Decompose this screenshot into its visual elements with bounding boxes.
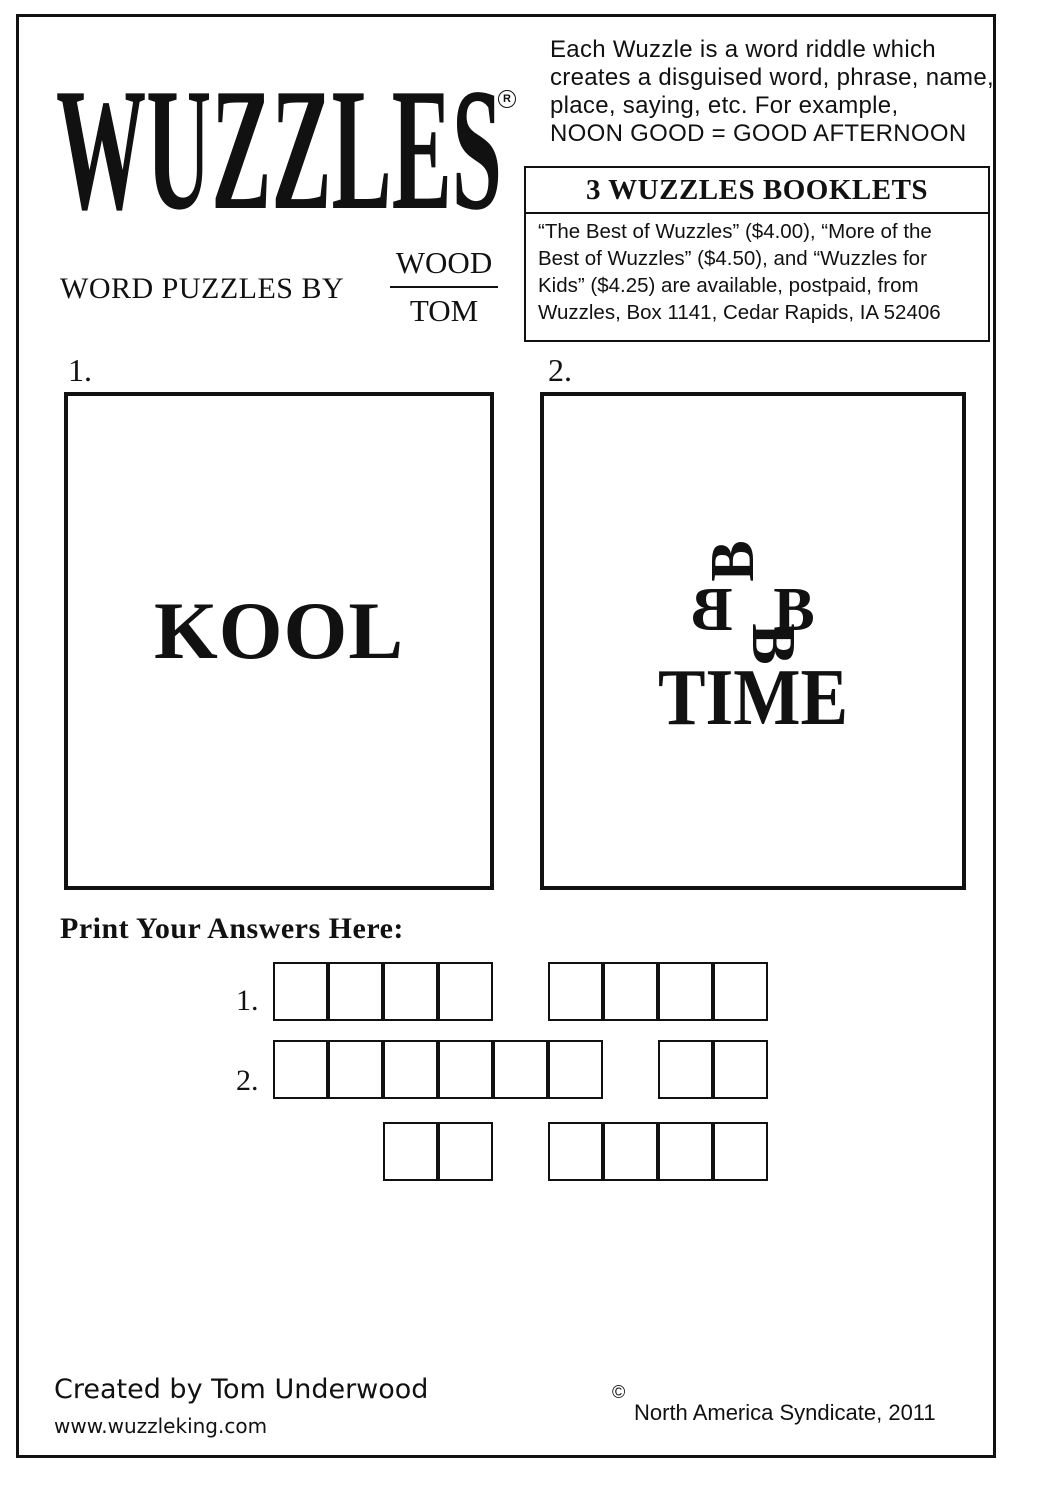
booklets-line: “The Best of Wuzzles” ($4.00), “More of the: [538, 220, 932, 243]
fraction-bar: [390, 286, 498, 288]
answer-2-cell[interactable]: [603, 1122, 658, 1181]
puzzle-2-letter-bottom: B: [739, 623, 807, 665]
credit-text: Created by Tom Underwood: [54, 1374, 429, 1405]
puzzle-2-number: 2.: [548, 352, 572, 388]
fraction-denominator: TOM: [409, 293, 479, 328]
booklets-line: Wuzzles, Box 1141, Cedar Rapids, IA 52406: [538, 301, 941, 324]
puzzle-2-letter-left: B: [691, 576, 733, 644]
booklets-text: [538, 218, 941, 326]
answer-1-cell[interactable]: [328, 962, 383, 1021]
answer-2-cell[interactable]: [438, 1040, 493, 1099]
answer-2-cell[interactable]: [383, 1122, 438, 1181]
answer-1-cell[interactable]: [658, 962, 713, 1021]
answer-1-cell[interactable]: [713, 962, 768, 1021]
answers-title: Print Your Answers Here:: [60, 912, 404, 945]
answer-2-cell[interactable]: [548, 1122, 603, 1181]
intro-text: [550, 36, 994, 148]
answer-2-cell[interactable]: [383, 1040, 438, 1099]
answer-1-label: 1.: [236, 984, 259, 1017]
booklets-divider: [526, 212, 988, 214]
intro-line: Each Wuzzle is a word riddle which: [550, 36, 936, 63]
intro-line: NOON GOOD = GOOD AFTERNOON: [550, 120, 967, 147]
answer-1-cell[interactable]: [383, 962, 438, 1021]
answer-1-cell[interactable]: [273, 962, 328, 1021]
intro-line: creates a disguised word, phrase, name,: [550, 64, 994, 91]
copyright-text: North America Syndicate, 2011: [634, 1400, 936, 1425]
answer-2-cell[interactable]: [493, 1040, 548, 1099]
byline: WORD PUZZLES BY: [60, 272, 345, 305]
puzzle-2-letter-right: B: [773, 576, 815, 644]
wuzzles-logo: [56, 58, 506, 228]
booklets-title: 3 WUZZLES BOOKLETS: [585, 174, 929, 206]
answer-2-cell[interactable]: [713, 1122, 768, 1181]
website-link[interactable]: www.wuzzleking.com: [54, 1414, 268, 1438]
puzzle-1-number: 1.: [68, 352, 92, 388]
byline-fraction: [386, 244, 502, 330]
answer-2-cell[interactable]: [713, 1040, 768, 1099]
puzzle-2-word: TIME: [658, 654, 848, 742]
answer-2-label: 2.: [236, 1064, 259, 1097]
puzzle-2-letter-top: B: [699, 540, 767, 582]
answer-2-cell[interactable]: [548, 1040, 603, 1099]
answer-1-cell[interactable]: [603, 962, 658, 1021]
puzzle-1-word: KOOL: [153, 585, 405, 676]
intro-line: place, saying, etc. For example,: [550, 92, 899, 119]
answer-2-cell[interactable]: [438, 1122, 493, 1181]
booklets-line: Best of Wuzzles” ($4.50), and “Wuzzles for: [538, 247, 927, 270]
copyright-symbol: ©: [612, 1382, 626, 1402]
answer-1-cell[interactable]: [438, 962, 493, 1021]
booklets-box: [524, 166, 990, 342]
answer-2-cell[interactable]: [658, 1040, 713, 1099]
puzzle-1-box: [64, 392, 494, 890]
answer-2-cell[interactable]: [273, 1040, 328, 1099]
logo-text: WUZZLES: [56, 58, 502, 228]
registered-mark: R: [498, 90, 516, 108]
fraction-numerator: WOOD: [395, 245, 493, 280]
answer-2-cell[interactable]: [658, 1122, 713, 1181]
booklets-line: Kids” ($4.25) are available, postpaid, from: [538, 274, 919, 297]
answer-1-cell[interactable]: [548, 962, 603, 1021]
answer-2-cell[interactable]: [328, 1040, 383, 1099]
puzzle-2-box: [540, 392, 966, 890]
